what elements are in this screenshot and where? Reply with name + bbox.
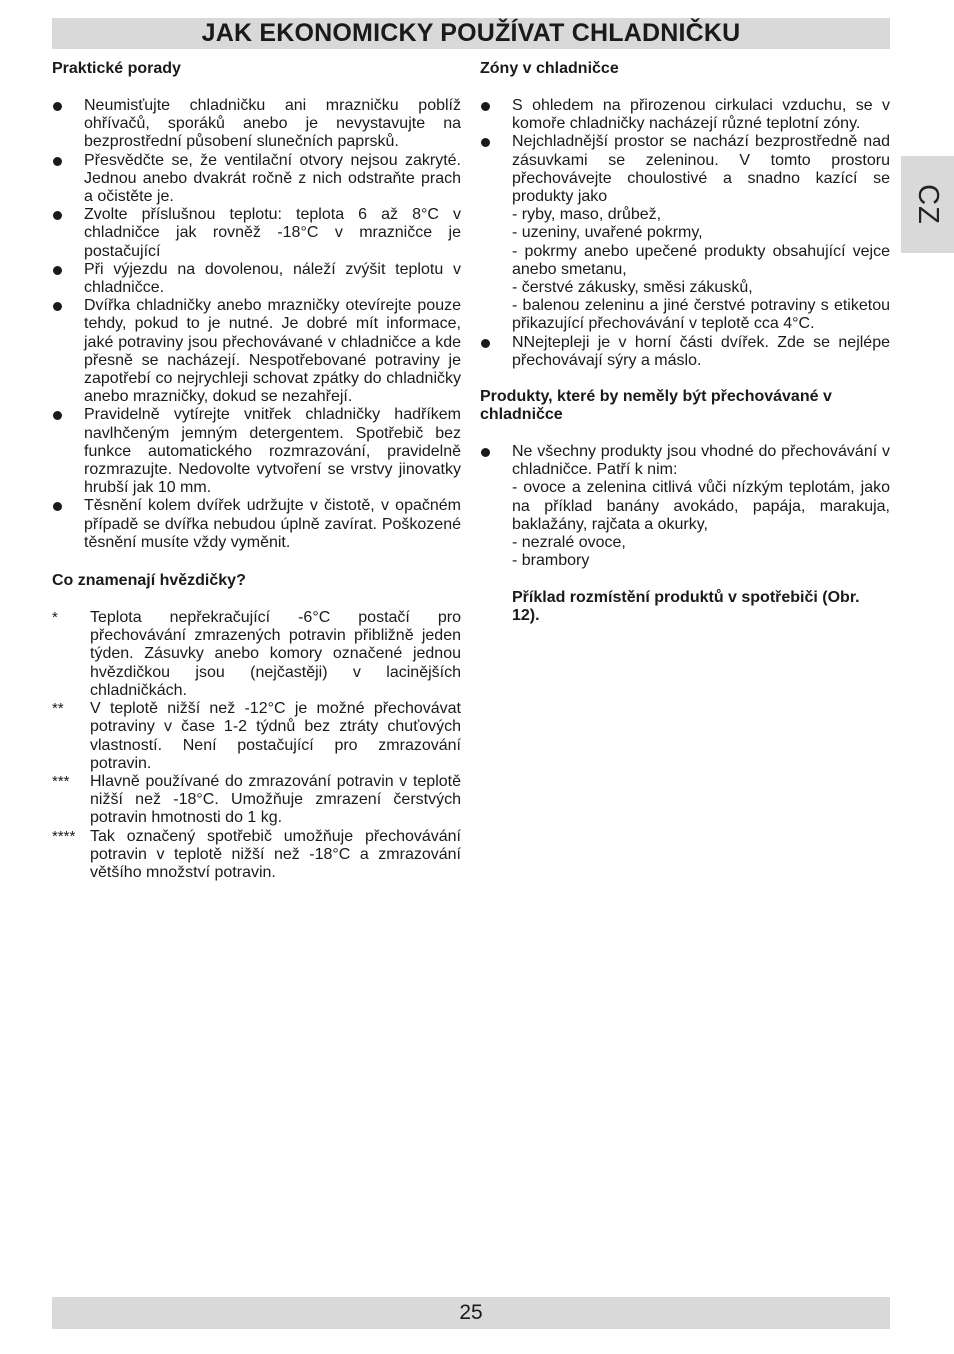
products-item: - ovoce a zelenina citlivá vůči nízkým teplotám, jako na příklad banány avokádo, papája, marakuja, baklažány, rajčata a okurky,: [512, 479, 890, 533]
zone-cold-item: - balenou zeleninu a jiné čerstvé potraviny s etiketou přikazující přechovávání v teplotě cca 4°C.: [512, 297, 890, 333]
star-rating-mark: ***: [52, 772, 70, 790]
list-item: [52, 609, 461, 700]
star-rating-text: V teplotě nižší než -12°C je možné přechovávat potraviny v čase 1-2 týdnů bez ztráty chuťových vlastností. Není postačující pro zmrazování potravin.: [90, 700, 461, 772]
list-item: [52, 700, 461, 773]
title-bar: [52, 18, 890, 49]
zone-cold-item: - pokrmy anebo upečené produkty obsahující vejce anebo smetanu,: [512, 242, 890, 278]
footer-bar: [52, 1297, 890, 1329]
list-item: Těsnění kolem dvířek udržujte v čistotě, v opačném případě se dvířka nebudou úplně zavírat. Poškozené těsnění musíte vždy vyměnit.: [52, 497, 461, 552]
zone-cold-intro: Nejchladnější prostor se nachází bezprostředně nad zásuvkami se zeleninou. V tomto prostoru přechovávejte choulostivé a snadno kazící se produkty jako: [512, 133, 890, 206]
left-column: [52, 60, 461, 882]
zones-list: [480, 97, 890, 370]
language-tab: [901, 156, 954, 253]
section-heading-stars: Co znamenají hvězdičky?: [52, 572, 246, 590]
unsuitable-products-list: [480, 443, 890, 570]
section-heading-unsuitable-products: Produkty, které by neměly být přechovávané v chladničce: [480, 388, 832, 424]
page-title: JAK EKONOMICKY POUŽÍVAT CHLADNIČKU: [201, 19, 741, 47]
page-number: 25: [459, 1301, 483, 1324]
list-item: S ohledem na přirozenou cirkulaci vzduchu, se v komoře chladničky nacházejí různé teplotní zóny.: [480, 97, 890, 133]
stars-list: [52, 609, 461, 882]
list-item: [480, 443, 890, 570]
list-item: NNejtepleji je v horní části dvířek. Zde se nejlépe přechovávají sýry a máslo.: [480, 334, 890, 370]
list-item: Při výjezdu na dovolenou, náleží zvýšit teplotu v chladničce.: [52, 261, 461, 297]
list-item: [52, 828, 461, 883]
zone-cold-item: - ryby, maso, drůbež,: [512, 206, 662, 224]
list-item: [480, 133, 890, 333]
list-item: Pravidelně vytírejte vnitřek chladničky hadříkem navlhčeným jemným detergentem. Spotřebič bez funkce automatického rozmrazování, pravidelně rozmrazujte. Nedovolte vytvoření se vrstvy jinovatky hrubší jak 10 mm.: [52, 406, 461, 497]
example-caption: Příklad rozmístění produktů v spotřebiči (Obr. 12).: [512, 589, 860, 625]
section-heading-zones: Zóny v chladničce: [480, 60, 619, 77]
section-heading-practical-tips: Praktické porady: [52, 60, 181, 77]
star-rating-mark: ****: [52, 827, 76, 845]
zone-cold-item: - čerstvé zákusky, směsi zákusků,: [512, 279, 753, 297]
products-item: - brambory: [512, 552, 590, 570]
star-rating-mark: **: [52, 700, 64, 718]
practical-tips-list: [52, 97, 461, 552]
star-rating-mark: *: [52, 609, 58, 627]
list-item: [52, 773, 461, 828]
zone-cold-item: - uzeniny, uvařené pokrmy,: [512, 224, 703, 242]
star-rating-text: Tak označený spotřebič umožňuje přechovávání potravin v teplotě nižší než -18°C a zmrazování většího množství potravin.: [90, 827, 461, 881]
products-item: - nezralé ovoce,: [512, 534, 626, 552]
star-rating-text: Hlavně používané do zmrazování potravin v teplotě nižší než -18°C. Umožňuje zmrazení čerstvých potravin hmotnosti do 1 kg.: [90, 772, 461, 827]
products-intro: Ne všechny produkty jsou vhodné do přechovávání v chladničce. Patří k nim:: [512, 443, 890, 479]
language-tab-label: CZ: [911, 184, 944, 225]
star-rating-text: Teplota nepřekračující -6°C postačí pro přechovávání zmrazených potravin přibližně jeden týden. Zásuvky anebo komory označené jednou hvězdičkou jsou (nejčastěji) v lacinějších chladničkách.: [90, 609, 461, 699]
list-item: Neumisťujte chladničku ani mrazničku poblíž ohřívačů, sporáků anebo je nevystavujte na bezprostřední působení slunečních paprsků.: [52, 97, 461, 152]
list-item: Přesvědčte se, že ventilační otvory nejsou zakryté. Jednou anebo dvakrát ročně z nich odstraňte prach a očistěte je.: [52, 152, 461, 207]
list-item: Dvířka chladničky anebo mrazničky otevírejte pouze tehdy, pokud to je nutné. Je dobré mít informace, jaké potraviny jsou přechovávané v chladničce a kde přesně se nacházejí. Nespotřebované potraviny je zapotřebí co nejrychleji schovat zpátky do chladničky anebo mrazničky, dokud se nezahřejí.: [52, 297, 461, 406]
list-item: Zvolte příslušnou teplotu: teplota 6 až 8°C v chladničce jak rovněž -18°C v mrazničce je postačující: [52, 206, 461, 261]
right-column: [480, 60, 890, 625]
